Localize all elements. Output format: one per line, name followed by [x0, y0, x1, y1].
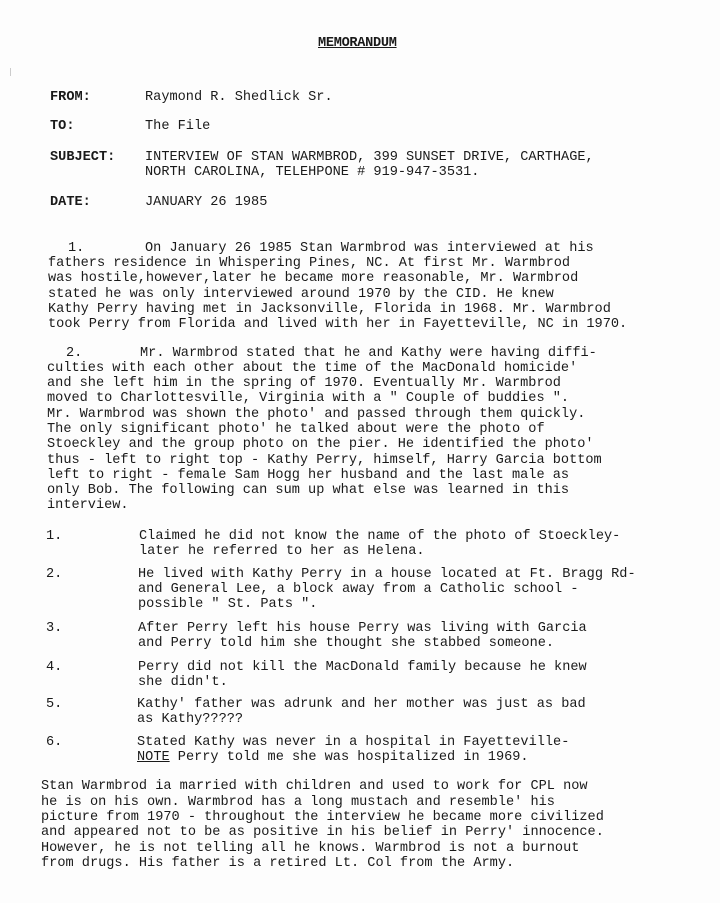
paragraph-line: took Perry from Florida and lived with her in Fayetteville, NC in 1970. [48, 317, 628, 332]
paragraph-line: On January 26 1985 Stan Warmbrod was interviewed at his [145, 241, 594, 256]
paragraph-line: Kathy Perry having met in Jacksonville, Florida in 1968. Mr. Warmbrod [48, 302, 611, 317]
to-value: The File [145, 119, 211, 134]
item-number: 3. [46, 621, 63, 636]
item-line: Kathy' father was adrunk and her mother was just as bad [137, 697, 586, 712]
item-line: later he referred to her as Helena. [139, 544, 425, 559]
item-line: and Perry told him she thought she stabbed someone. [138, 636, 555, 651]
paragraph-line: left to right - female Sam Hogg her husband and the last male as [47, 468, 570, 483]
paragraph-line: fathers residence in Whispering Pines, NC. At first Mr. Warmbrod [48, 256, 571, 271]
paragraph-line: and she left him in the spring of 1970. Eventually Mr. Warmbrod [47, 376, 561, 391]
paragraph-line: he is on his own. Warmbrod has a long mustach and resemble' his [41, 795, 555, 810]
item-line: He lived with Kathy Perry in a house located at Ft. Bragg Rd- [138, 567, 636, 582]
item-line: possible " St. Pats ". [138, 597, 318, 612]
paragraph-line: picture from 1970 - throughout the interview he became more civilized [41, 810, 604, 825]
item-line: as Kathy????? [137, 712, 244, 727]
from-label: FROM: [50, 90, 91, 105]
memo-title: MEMORANDUM [318, 36, 397, 51]
item-line: she didn't. [138, 675, 228, 690]
paragraph-line: culties with each other about the time of the MacDonald homicide' [47, 361, 578, 376]
subject-label: SUBJECT: [50, 150, 116, 165]
paragraph-line: thus - left to right top - Kathy Perry, himself, Harry Garcia bottom [47, 453, 602, 468]
paragraph-number: 2. [66, 346, 83, 361]
item-number: 1. [46, 529, 63, 544]
item-line: After Perry left his house Perry was living with Garcia [138, 621, 587, 636]
item-line: and General Lee, a block away from a Catholic school - [138, 582, 579, 597]
paragraph-line: Mr. Warmbrod was shown the photo' and passed through them quickly. [47, 407, 586, 422]
paragraph-line: was hostile,however,later he became more reasonable, Mr. Warmbrod [48, 271, 579, 286]
item-number: 4. [46, 660, 63, 675]
date-value: JANUARY 26 1985 [145, 195, 268, 210]
paragraph-line: and appeared not to be as positive in his belief in Perry' innocence. [41, 825, 604, 840]
item-number: 6. [46, 735, 63, 750]
note-label: NOTE [137, 750, 170, 765]
from-value: Raymond R. Shedlick Sr. [145, 90, 333, 105]
paragraph-line: interview. [47, 498, 129, 513]
scan-mark [10, 68, 11, 76]
subject-line-1: INTERVIEW OF STAN WARMBROD, 399 SUNSET DRIVE, CARTHAGE, [145, 150, 594, 165]
item-number: 5. [46, 697, 63, 712]
subject-line-2: NORTH CAROLINA, TELEHPONE # 919-947-3531. [145, 165, 480, 180]
date-label: DATE: [50, 195, 91, 210]
paragraph-line: However, he is not telling all he knows. Warmbrod is not a burnout [41, 841, 580, 856]
item-line [137, 750, 529, 765]
item-number: 2. [46, 567, 63, 582]
paragraph-line: stated he was only interviewed around 1970 by the CID. He knew [48, 287, 554, 302]
item-line: Claimed he did not know the name of the photo of Stoeckley- [139, 529, 621, 544]
to-label: TO: [50, 119, 75, 134]
paragraph-line: Stoeckley and the group photo on the pier. He identified the photo' [47, 437, 594, 452]
paragraph-line: Mr. Warmbrod stated that he and Kathy were having diffi- [140, 346, 597, 361]
paragraph-line: only Bob. The following can sum up what else was learned in this [47, 483, 570, 498]
item-line: Perry did not kill the MacDonald family because he knew [138, 660, 587, 675]
paragraph-line: The only significant photo' he talked about were the photo of [47, 422, 545, 437]
paragraph-line: Stan Warmbrod ia married with children and used to work for CPL now [41, 779, 588, 794]
note-text: Perry told me she was hospitalized in 1969. [169, 750, 529, 765]
paragraph-line: from drugs. His father is a retired Lt. Col from the Army. [41, 856, 515, 871]
item-line: Stated Kathy was never in a hospital in Fayetteville- [137, 735, 570, 750]
paragraph-line: moved to Charlottesville, Virginia with a " Couple of buddies ". [47, 391, 570, 406]
paragraph-number: 1. [68, 241, 85, 256]
